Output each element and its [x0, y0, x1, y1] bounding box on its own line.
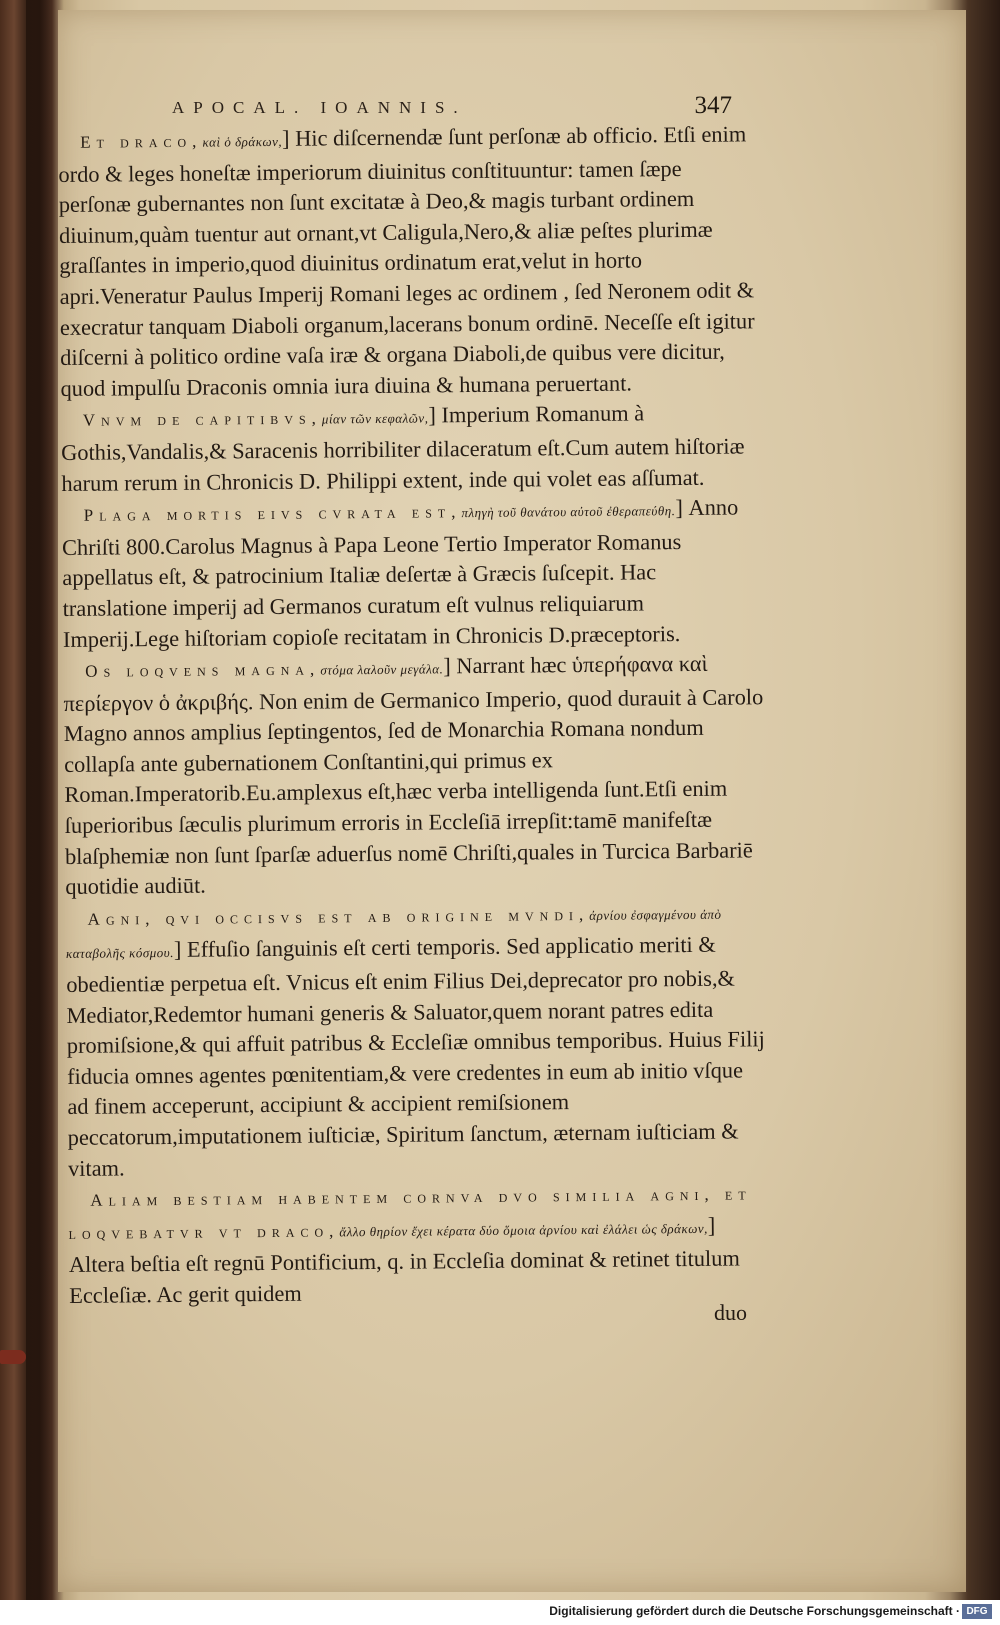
- commentary: ] Anno Chriſti 800.Carolus Magnus à Papa Leone Tertio Imperator Romanus appellatus eſt, & patrocinium Italiæ deſertæ à Græcis ſuſcepit. Hac translatione imperij ad Germanos curatum eſt vulnus reliquiarum Imperij.Lege hiſtoriam copioſe recitatam in Chronicis D.præceptoris.: [61, 494, 739, 652]
- lemma: Os loqvens magna,: [85, 659, 321, 681]
- lemma: Plaga mortis eivs cvrata est,: [83, 502, 462, 525]
- commentary: ] Hic diſcernendæ ſunt perſonæ ab officio. Etſi enim ordo & leges honeſtæ imperiorum diuinitus conſtituuntur: tamen ſæpe perſonæ gubernantes non ſunt excitatæ à Deo,& magis turbant ordinem diuinum,quàm tuentur aut ornant,vt Caligula,Nero,& aliæ peſtes plurimæ graſſantes in imperio,quod diuinitus ordinatum erat,velut in horto apri.Veneratur Paulus Imperij Romani leges ac ordinem , ſed Neronem odit & execratur tanquam Diaboli organum,lacerans bonum ordinē. Neceſſe eſt igitur diſcerni à politico ordine vaſa iræ & organa Diaboli,de quibus vere dicitur, quod impulſu Draconis omnia iura diuina & humana peruertant.: [58, 121, 755, 401]
- greek-lemma: μίαν τῶν κεφαλῶν,: [321, 410, 429, 427]
- body-text: [58, 119, 769, 1311]
- greek-lemma: πληγὴ τοῦ θανάτου αὐτοῦ ἐθεραπεύθη.: [461, 503, 676, 521]
- paragraph-6: [68, 1177, 769, 1311]
- commentary: ] Altera beſtia eſt regnū Pontificium, q. in Eccleſia dominat & retinet titulum Eccleſiæ. Ac gerit quidem: [68, 1212, 740, 1308]
- paragraph-1: [58, 119, 761, 404]
- paragraph-2: [61, 398, 762, 499]
- catchword: duo: [714, 1300, 747, 1325]
- lemma: Vnvm de capitibvs,: [82, 408, 322, 431]
- lemma: Aliam bestiam habentem cornva dvo similia agni, et loqvebatvr vt draco,: [68, 1184, 752, 1243]
- greek-lemma: ἄλλο θηρίον ἔχει κέρατα δύο ὅμοια ἀρνίου καὶ ἐλάλει ὡς δράκων,: [339, 1220, 708, 1240]
- commentary: ] Imperium Romanum à Gothis,Vandalis,& Saracenis horribiliter dilaceratum eſt.Cum autem hiſtoriæ harum rerum in Chronicis D. Philippi extent, inde qui volet eas aſſumat.: [61, 400, 745, 496]
- dfg-logo-icon: DFG: [962, 1604, 992, 1619]
- binding-shadow: [26, 0, 56, 1600]
- page-number: 347: [694, 92, 732, 119]
- footer-bar: [0, 1600, 1000, 1625]
- greek-lemma: ἀρνίου ἐσφαγμένου ἀπὸ καταβολῆς κόσμου.: [65, 906, 722, 962]
- commentary: ] Effuſio ſanguinis eſt certi temporis. Sed applicatio meriti & obedientiæ perpetua eſt. Vnicus eſt enim Filius Dei,deprecator pro nobis,& Mediator,Redemtor humani generis & Saluator,quem norant patres edita promiſsione,& qui affuit patribus & Eccleſiæ omnibus temporibus. Huius Filij fiducia omnes agentes pœnitentiam,& vere credentes in eum ab initio vſque ad finem acceperunt, accipiunt & accipient remiſsionem peccatorum,imputationem iuſticiæ, Spiritum ſanctum, æternam iuſticiam & vitam.: [66, 932, 765, 1181]
- greek-lemma: στόμα λαλοῦν μεγάλα.: [320, 661, 444, 678]
- lemma: Agni, qvi occisvs est ab origine mvndi,: [87, 904, 590, 929]
- bookmark-tab: [0, 1350, 26, 1364]
- greek-lemma: καὶ ὁ δράκων,: [202, 133, 283, 150]
- commentary: ] Narrant hæc ὑπερήφανα καὶ περίεργον ὁ ἀκριβής. Non enim de Germanico Imperio, quod durauit à Carolo Magno annos amplius ſeptingentos, ſed de Monarchia Romana nondum collapſa ante gubernationem Conſtantini,qui primus ex Roman.Imperatorib.Eu.amplexus eſt,hæc verba intelligenda ſunt.Etſi enim ſuperioribus ſæculis plurimum erroris in Eccleſiā irrepſit:tamē manifeſtæ blaſphemiæ non ſunt ſparſæ aduerſus nomē Chriſti,quales in Turcica Barbariē quotidie audiūt.: [63, 650, 764, 900]
- paragraph-4: [63, 648, 765, 902]
- running-head-title: APOCAL. IOANNIS.: [172, 98, 467, 117]
- paragraph-5: [65, 896, 768, 1184]
- funding-credit: Digitalisierung gefördert durch die Deutsche Forschungsgemeinschaft ·: [549, 1604, 960, 1618]
- lemma: Et draco,: [80, 131, 203, 152]
- paragraph-3: [62, 492, 763, 655]
